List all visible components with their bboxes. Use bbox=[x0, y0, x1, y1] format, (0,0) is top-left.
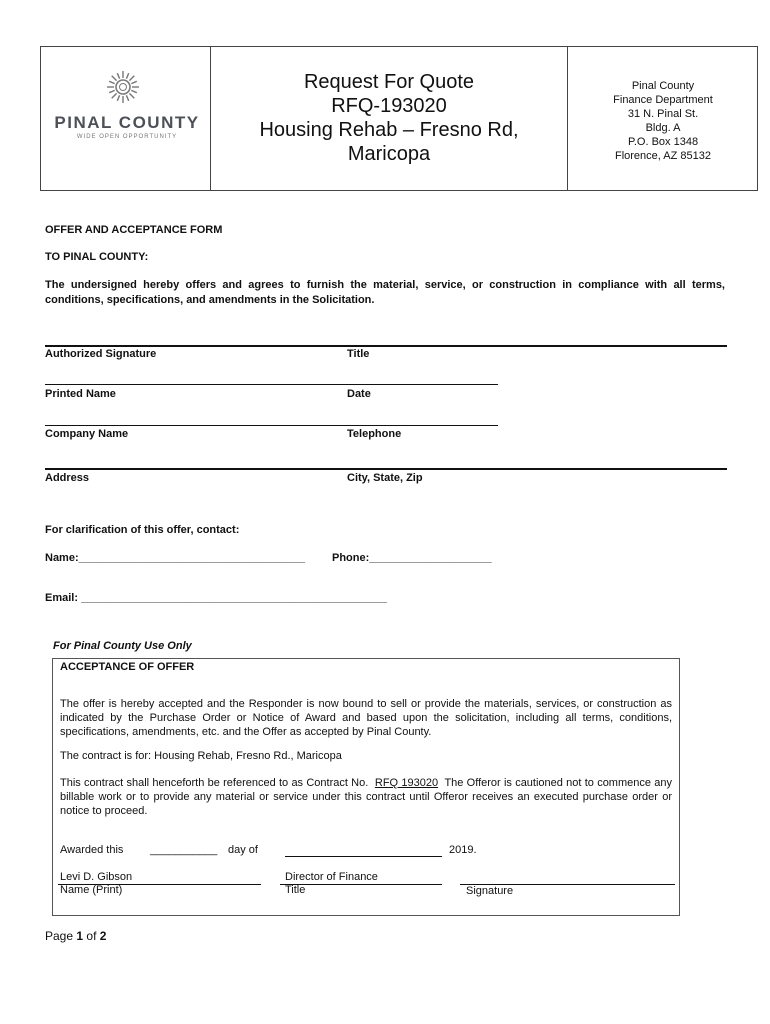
address-line: Bldg. A bbox=[645, 122, 681, 134]
page-current: 1 bbox=[76, 929, 84, 943]
address-line: 31 N. Pinal St. bbox=[627, 108, 699, 120]
addressee: TO PINAL COUNTY: bbox=[45, 251, 149, 263]
title-label: Title bbox=[347, 348, 370, 360]
title-line: Maricopa bbox=[347, 143, 431, 165]
company-name-label: Company Name bbox=[45, 428, 129, 440]
name-print-label: Name (Print) bbox=[60, 884, 123, 896]
printed-name-line[interactable] bbox=[45, 384, 498, 385]
day-of-label: day of bbox=[228, 844, 258, 856]
awarded-this-label: Awarded this bbox=[60, 844, 124, 856]
page-of: of bbox=[86, 929, 97, 943]
award-year: 2019. bbox=[449, 844, 477, 856]
signer-title: Director of Finance bbox=[285, 871, 378, 883]
printed-name-label: Printed Name bbox=[45, 388, 116, 400]
sun-logo-icon bbox=[106, 70, 140, 104]
document-title bbox=[211, 70, 567, 166]
acceptance-paragraph: The offer is hereby accepted and the Responder is now bound to sell or provide the materials, services, or construction as indicated by the Purchase Order or Notice of Award and based upon the solicitation, including all terms, conditions, specifications, amendments, etc. and the Offer as accepted by Pinal County. bbox=[60, 698, 672, 738]
logo-tagline: WIDE OPEN OPPORTUNITY bbox=[76, 134, 178, 140]
signer-name: Levi D. Gibson bbox=[60, 871, 133, 883]
contact-email-field[interactable]: Email: __________________________________________________ bbox=[45, 592, 387, 604]
signature-line[interactable] bbox=[45, 345, 727, 347]
contract-ref-suffix: The Offeror is cautioned not to commence any billable work or to provide any material or service under this contract until Offeror receives an executed purchase order or notice to proceed. bbox=[60, 777, 673, 817]
address-label: Address bbox=[45, 472, 90, 484]
offer-statement: The undersigned hereby offers and agrees to furnish the material, service, or construction in compliance with all terms, conditions, specifications, and amendments in the Solicitation. bbox=[45, 279, 725, 306]
contract-ref-prefix: This contract shall henceforth be referenced to as Contract No. bbox=[60, 777, 369, 789]
form-heading: OFFER AND ACCEPTANCE FORM bbox=[45, 224, 223, 236]
contract-for: The contract is for: Housing Rehab, Fresno Rd., Maricopa bbox=[60, 750, 342, 762]
authorized-signature-label: Authorized Signature bbox=[45, 348, 157, 360]
page-number bbox=[45, 929, 106, 943]
address-line[interactable] bbox=[45, 468, 727, 470]
address-line: Florence, AZ 85132 bbox=[614, 150, 711, 162]
signature-label: Signature bbox=[466, 885, 514, 897]
contract-reference bbox=[60, 776, 672, 818]
company-name-line[interactable] bbox=[45, 425, 498, 426]
address-line: Pinal County bbox=[631, 80, 695, 92]
county-use-label: For Pinal County Use Only bbox=[53, 640, 192, 652]
contact-name-field[interactable]: Name:_____________________________________ bbox=[45, 552, 305, 564]
award-day-field[interactable]: ___________ bbox=[150, 844, 218, 856]
title-line: Housing Rehab – Fresno Rd, bbox=[259, 119, 519, 141]
date-label: Date bbox=[347, 388, 371, 400]
acceptance-heading: ACCEPTANCE OF OFFER bbox=[60, 661, 195, 673]
title-line: Request For Quote bbox=[303, 71, 475, 93]
city-state-zip-label: City, State, Zip bbox=[347, 472, 423, 484]
telephone-label: Telephone bbox=[347, 428, 402, 440]
page-prefix: Page bbox=[45, 929, 74, 943]
contract-number: RFQ 193020 bbox=[374, 777, 439, 789]
title-print-label: Title bbox=[285, 884, 306, 896]
title-line: RFQ-193020 bbox=[331, 95, 447, 117]
award-month-line[interactable] bbox=[285, 856, 442, 857]
logo-name: PINAL COUNTY bbox=[54, 113, 200, 132]
address-line: P.O. Box 1348 bbox=[627, 136, 699, 148]
county-address bbox=[568, 79, 758, 163]
clarification-label: For clarification of this offer, contact: bbox=[45, 524, 240, 536]
address-line: Finance Department bbox=[613, 94, 713, 106]
contact-phone-field[interactable]: Phone:____________________ bbox=[332, 552, 492, 564]
page-total: 2 bbox=[99, 929, 107, 943]
